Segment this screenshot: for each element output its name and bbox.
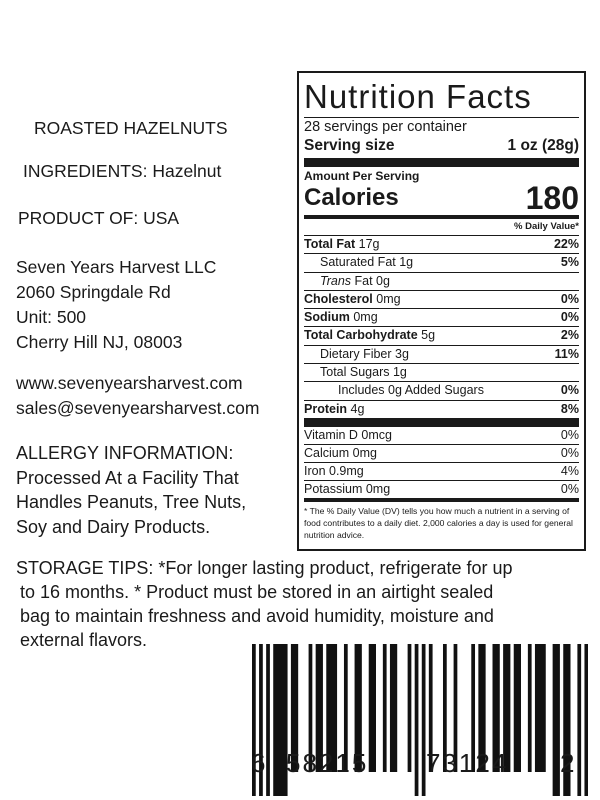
nutrient-dv: 0% [560, 481, 579, 496]
nutrient-label: Dietary Fiber 3g [320, 346, 409, 361]
nutrient-dv: 0% [560, 445, 579, 460]
nutrient-dv: 11% [554, 346, 579, 361]
nutrient-label: Vitamin D 0mcg [304, 427, 392, 442]
company-street: 2060 Springdale Rd [16, 282, 171, 302]
calcium-row [304, 444, 579, 462]
company-website: www.sevenyearsharvest.com [16, 373, 243, 393]
vitamin-d-row [304, 427, 579, 444]
nutrient-label: Potassium 0mg [304, 481, 391, 496]
company-contact [16, 371, 259, 421]
nutrient-amount: 4g [350, 401, 365, 416]
barcode-digit-last: 2 [560, 748, 575, 778]
nutrient-dv: 22% [553, 237, 579, 251]
nutrient-amount: 0mg [353, 310, 378, 325]
company-address [16, 255, 216, 355]
allergy-line: Soy and Dairy Products. [16, 516, 211, 537]
allergy-heading: ALLERGY INFORMATION: [16, 443, 234, 463]
barcode-bar [369, 644, 376, 772]
potassium-row [304, 480, 579, 498]
barcode-bar [390, 644, 397, 772]
product-origin: PRODUCT OF: USA [18, 208, 180, 228]
nutrient-label: Total Sugars 1g [320, 365, 407, 380]
nutrient-label: Includes 0g Added Sugars [338, 383, 484, 398]
nutrient-dv: 0% [560, 291, 579, 306]
barcode-bar [266, 644, 270, 796]
divider [304, 418, 579, 427]
added-sugars-row [304, 381, 579, 399]
nutrient-dv: 0% [560, 383, 579, 398]
amount-per-serving: Amount Per Serving [304, 169, 420, 183]
nutrient-dv: 5% [560, 255, 579, 270]
nutrient-dv: 8% [560, 401, 579, 416]
barcode-bar [514, 644, 521, 772]
serving-size-value: 1 oz (28g) [507, 137, 579, 154]
nutrient-amount: 0mg [376, 291, 401, 306]
storage-line: bag to maintain freshness and avoid humidity, moisture and [20, 606, 494, 626]
nutrient-label: Sodium [304, 310, 350, 325]
allergy-line: Handles Peanuts, Tree Nuts, [16, 492, 247, 512]
allergy-line: Processed At a Facility That [16, 467, 239, 488]
nutrient-amount: 17g [358, 237, 380, 251]
daily-value-footnote: * The % Daily Value (DV) tells you how much a nutrient in a serving of food contributes to a daily diet. 2,000 calories a day is used for general nutrition advice. [304, 505, 573, 540]
storage-tips [16, 556, 586, 652]
company-city: Cherry Hill NJ, 08003 [16, 332, 183, 352]
company-name: Seven Years Harvest LLC [16, 257, 217, 277]
daily-value-header: % Daily Value* [514, 221, 579, 232]
dietary-fiber-row [304, 345, 579, 363]
barcode-bar [577, 644, 581, 796]
barcode-digits-right: 73124 [426, 748, 509, 778]
company-email: sales@sevenyearsharvest.com [16, 398, 260, 418]
serving-size-label: Serving size [304, 137, 395, 154]
nutrient-label: Calcium 0mg [304, 445, 377, 460]
allergy-information [16, 441, 246, 539]
serving-size-row [304, 136, 579, 158]
total-fat-row [304, 235, 579, 253]
divider [304, 158, 579, 167]
barcode-bar [383, 644, 387, 772]
total-carbohydrate-row [304, 326, 579, 344]
nutrient-amount: Fat 0g [354, 273, 390, 288]
nutrient-label: Total Carbohydrate [304, 328, 418, 343]
servings-per-container: 28 servings per container [304, 119, 467, 135]
company-unit: Unit: 500 [16, 307, 87, 327]
iron-row [304, 462, 579, 480]
barcode-bar [415, 644, 419, 796]
barcode-bar [535, 644, 546, 772]
sodium-row [304, 308, 579, 326]
nutrient-label: Trans [320, 273, 352, 288]
nutrient-label: Iron 0.9mg [304, 463, 364, 478]
cholesterol-row [304, 290, 579, 308]
calories-value: 180 [525, 180, 579, 216]
barcode-bar [422, 644, 426, 796]
barcode-bar [584, 644, 588, 796]
calories-label: Calories [304, 184, 399, 211]
nutrient-amount: 5g [421, 328, 436, 343]
product-name: ROASTED HAZELNUTS [34, 118, 228, 138]
nutrient-dv: 2% [560, 328, 579, 343]
calories-row [304, 180, 579, 216]
nutrient-dv: 4% [560, 463, 579, 478]
barcode-bar [528, 644, 532, 772]
storage-line: external flavors. [20, 630, 148, 650]
saturated-fat-row [304, 253, 579, 271]
storage-line: STORAGE TIPS: *For longer lasting product, refrigerate for up [16, 558, 513, 578]
nutrient-label: Total Fat [304, 237, 356, 251]
nutrient-label: Saturated Fat 1g [320, 255, 414, 270]
barcode-bar [553, 644, 560, 796]
nutrition-facts-panel [297, 71, 586, 551]
nutrient-dv: 0% [560, 310, 579, 325]
nutrient-label: Cholesterol [304, 291, 373, 306]
trans-fat-row [304, 272, 579, 290]
barcode-bar [408, 644, 412, 772]
nutrient-dv: 0% [560, 427, 579, 442]
nutrition-facts-title: Nutrition Facts [304, 78, 532, 115]
barcode-digit-first: 6 [251, 748, 266, 778]
storage-line: to 16 months. * Product must be stored in an airtight sealed [20, 582, 494, 602]
protein-row [304, 400, 579, 418]
nutrient-label: Protein [304, 401, 348, 416]
total-sugars-row [304, 363, 579, 381]
barcode-digits-left: 58215 [286, 748, 369, 778]
ingredients: INGREDIENTS: Hazelnut [23, 161, 222, 181]
